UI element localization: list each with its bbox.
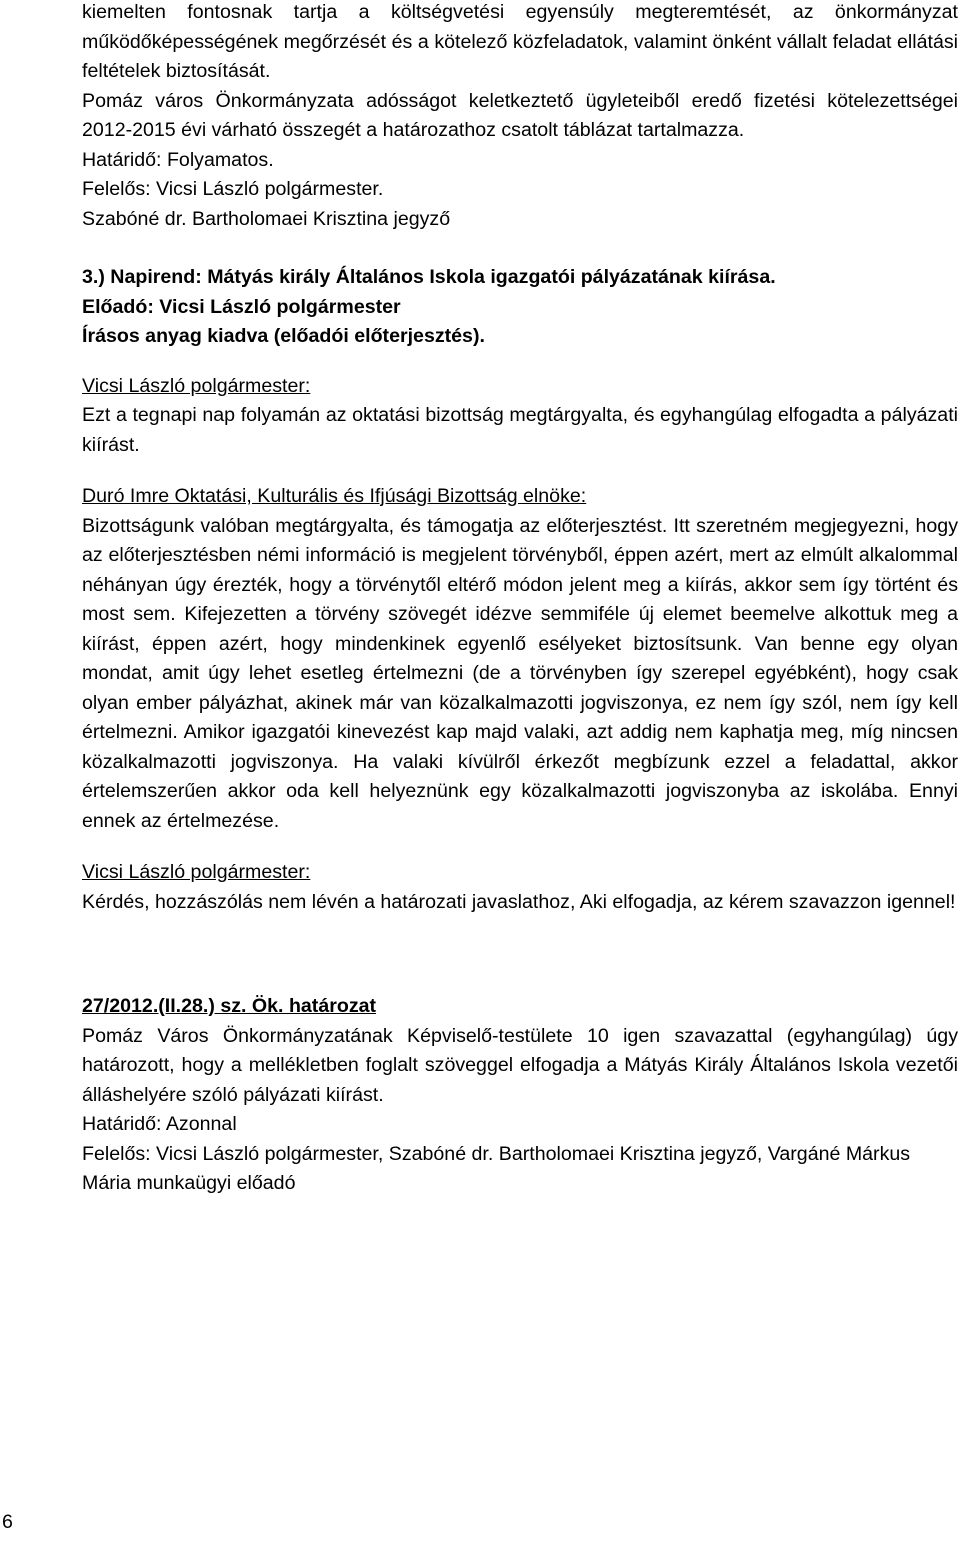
intro-paragraph-2: Pomáz város Önkormányzata adósságot keletkeztető ügyleteiből eredő fizetési kötelezettségei 2012-2015 évi várható összegét a határozathoz csatolt táblázat tartalmazza. bbox=[82, 89, 958, 141]
speech-text: Bizottságunk valóban megtárgyalta, és támogatja az előterjesztést. Itt szeretném megjegyezni, hogy az előterjesztésben némi információ is megjelent törvényből, éppen azért, mert az elmúlt alkalommal néhányan úgy érezték, hogy a törvénytől eltérő módon jelent meg a kiírás, akkor sem így történt és most sem. Kifejezetten a törvény szövegét idézve semmiféle új elemet beemelve alkottuk meg a kiírást, éppen azért, hogy mindenkinek egyenlő esélyeket biztosítsunk. Van benne egy olyan mondat, amit úgy lehet esetleg értelmezni (de a törvényben így szerepel egyébként), hogy csak olyan ember pályázhat, akinek már van közalkalmazotti jogviszonya, ez nem így szól, nem így kell értelmezni. Amikor igazgatói kinevezést kap majd valaki, azt addig nem kaphatja meg, míg nincsen közalkalmazotti jogviszonya. Ha valaki kívülről érkezőt megbízunk ezzel a feladattal, akkor értelemszerűen akkor oda kell helyeznünk egy közalkalmazotti jogviszonyba az iskolába. Ennyi ennek az értelmezése. bbox=[82, 514, 958, 832]
intro-paragraph-1: kiemelten fontosnak tartja a költségvetési egyensúly megteremtését, az önkormányzat működőképességének megőrzését és a kötelező közfeladatok, valamint önként vállalt feladat ellátási feltételek biztosítását. bbox=[82, 1, 958, 82]
resolution-title: 27/2012.(II.28.) sz. Ök. határozat bbox=[82, 995, 377, 1017]
speech-text: Kérdés, hozzászólás nem lévén a határozati javaslathoz, Aki elfogadja, az kérem szavazzon igennel! bbox=[82, 890, 956, 913]
resolution-text: Pomáz Város Önkormányzatának Képviselő-testülete 10 igen szavazattal (egyhangúlag) úgy határozott, hogy a mellékletben foglalt szöveggel elfogadja a Mátyás Király Általános Iskola vezetői álláshelyére szóló pályázati kiírást. bbox=[82, 1024, 958, 1106]
speaker-label: Duró Imre Oktatási, Kulturális és Ifjúsági Bizottság elnöke: bbox=[82, 485, 587, 507]
intro-deadline: Határidő: Folyamatos. bbox=[82, 148, 274, 171]
intro-responsible-2: Szabóné dr. Bartholomaei Krisztina jegyző bbox=[82, 207, 451, 230]
agenda-title: 3.) Napirend: Mátyás király Általános Iskola igazgatói pályázatának kiírása. bbox=[82, 266, 776, 288]
resolution-deadline: Határidő: Azonnal bbox=[82, 1113, 237, 1135]
intro-responsible-1: Felelős: Vicsi László polgármester. bbox=[82, 178, 384, 200]
agenda-material: Írásos anyag kiadva (előadói előterjesztés). bbox=[82, 325, 485, 347]
speaker-label: Vicsi László polgármester: bbox=[82, 861, 311, 883]
speech-text: Ezt a tegnapi nap folyamán az oktatási bizottság megtárgyalta, és egyhangúlag elfogadta a pályázati kiírást. bbox=[82, 404, 958, 456]
document-page bbox=[82, 0, 958, 1199]
page-number: 6 bbox=[2, 1511, 13, 1533]
agenda-presenter: Előadó: Vicsi László polgármester bbox=[82, 295, 401, 318]
resolution-responsible: Felelős: Vicsi László polgármester, Szabóné dr. Bartholomaei Krisztina jegyző, Vargáné Márkus Mária munkaügyi előadó bbox=[82, 1142, 911, 1194]
speaker-label: Vicsi László polgármester: bbox=[82, 374, 311, 397]
